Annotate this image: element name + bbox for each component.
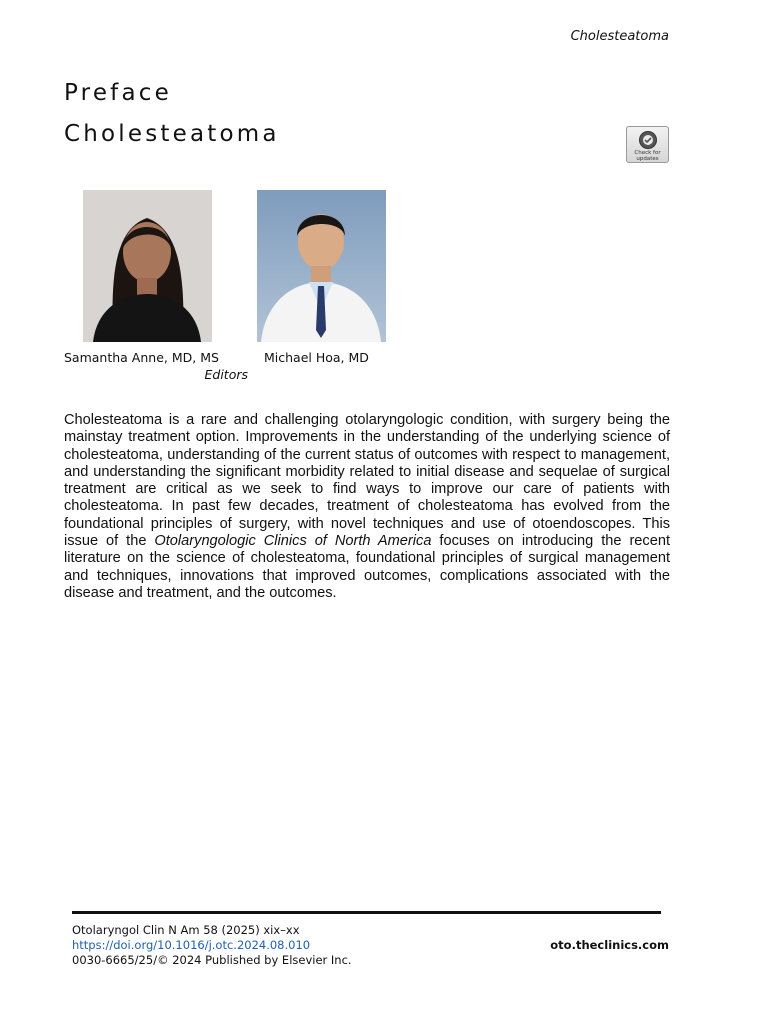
footer-divider (72, 911, 661, 914)
editor-photo-samantha-anne (83, 190, 212, 342)
body-text-part: focuses on introducing the recent literature on the science of cholesteatoma, foundational principles of surgical management and techniques, innovations that improved outcomes, complications associated with the disease and treatment, and the outcomes. (64, 533, 671, 601)
doi-link[interactable]: https://doi.org/10.1016/j.otc.2024.08.010 (72, 938, 311, 952)
page-title: Cholesteatoma (64, 121, 280, 147)
journal-website[interactable]: oto.theclinics.com (550, 938, 669, 952)
editor-name: Samantha Anne, MD, MS (64, 350, 219, 365)
journal-title: Otolaryngologic Clinics of North America (154, 533, 432, 550)
check-for-updates-icon (638, 130, 658, 150)
preface-paragraph (64, 412, 670, 602)
badge-text: Check for updates (634, 150, 661, 162)
issn-copyright: 0030-6665/25/© 2024 Published by Elsevier Inc. (72, 953, 352, 967)
check-for-updates-badge[interactable] (626, 126, 669, 163)
section-label: Preface (64, 80, 172, 106)
editors-label: Editors (204, 367, 248, 382)
preface-body (64, 412, 670, 602)
journal-citation: Otolaryngol Clin N Am 58 (2025) xix–xx (72, 923, 300, 937)
body-text-part: Cholesteatoma is a rare and challenging otolaryngologic condition, with surgery being the mainstay treatment option. Improvements in the understanding of the underlying science of cholesteatoma, understanding of the current status of outcomes with respect to management, and understanding the significant morbidity related to initial disease and sequelae of surgical treatment are critical as we seek to find ways to improve our care of patients with cholesteatoma. In past few decades, treatment of cholesteatoma has evolved from the foundational principles of surgery, with novel techniques and use of otoendoscopes. This issue of the (64, 412, 670, 550)
editor-photo-michael-hoa (257, 190, 386, 342)
editor-name: Michael Hoa, MD (264, 350, 369, 365)
running-head: Cholesteatoma (570, 29, 669, 44)
